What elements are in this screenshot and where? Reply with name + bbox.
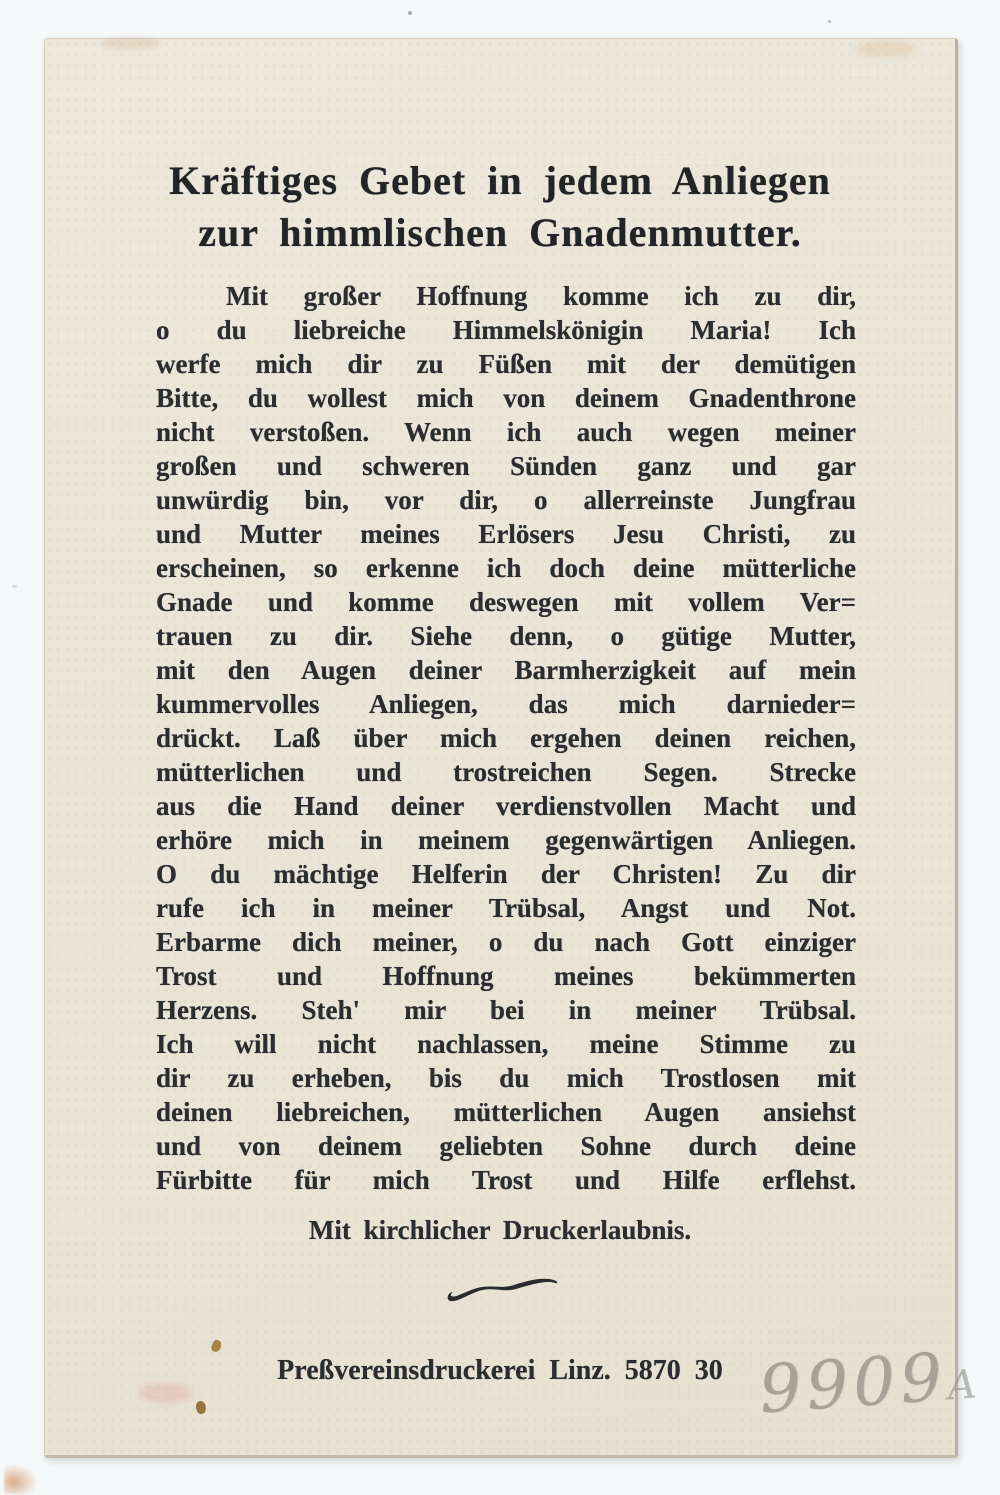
tailpiece-flourish-icon <box>444 1274 562 1304</box>
dust-speck <box>12 585 17 588</box>
pencil-suffix: A <box>945 1361 978 1410</box>
prayer-line: dir zu erheben, bis du mich Trostlosen mit <box>156 1063 856 1093</box>
dust-speck <box>828 20 831 23</box>
page-title <box>45 155 955 259</box>
corner-stain <box>4 1464 38 1494</box>
dust-speck <box>408 11 412 15</box>
prayer-line: trauen zu dir. Siehe denn, o gütige Mutter, <box>156 621 856 651</box>
prayer-line: Bitte, du wollest mich von deinem Gnadenthrone <box>156 383 856 413</box>
prayer-line: Gnade und komme deswegen mit vollem Ver= <box>156 587 856 617</box>
title-line-1: Kräftiges Gebet in jedem Anliegen <box>169 158 831 203</box>
stain <box>210 1339 223 1354</box>
prayer-line: großen und schweren Sünden ganz und gar <box>156 451 856 481</box>
prayer-card <box>44 38 978 1458</box>
pencil-number: 9909 <box>756 1338 950 1429</box>
prayer-line: und von deinem geliebten Sohne durch deine <box>156 1131 856 1161</box>
prayer-line: unwürdig bin, vor dir, o allerreinste Jungfrau <box>156 485 856 515</box>
prayer-line: drückt. Laß über mich ergehen deinen reichen, <box>156 723 856 753</box>
prayer-line: rufe ich in meiner Trübsal, Angst und Not. <box>156 893 856 923</box>
prayer-line: Trost und Hoffnung meines bekümmerten <box>156 961 856 991</box>
prayer-line: mit den Augen deiner Barmherzigkeit auf mein <box>156 655 856 685</box>
prayer-line: Herzens. Steh' mir bei in meiner Trübsal. <box>156 995 856 1025</box>
pencil-annotation <box>757 1337 979 1429</box>
prayer-line: erscheinen, so erkenne ich doch deine mütterliche <box>156 553 856 583</box>
prayer-line: Ich will nicht nachlassen, meine Stimme zu <box>156 1029 856 1059</box>
prayer-line: kummervolles Anliegen, das mich darnieder= <box>156 689 856 719</box>
imprimatur-note: Mit kirchlicher Druckerlaubnis. <box>308 1215 692 1245</box>
title-line-2: zur himmlischen Gnadenmutter. <box>198 210 802 255</box>
stain <box>856 41 916 57</box>
prayer-line: Fürbitte für mich Trost und Hilfe erflehst. <box>156 1165 856 1195</box>
prayer-line: mütterlichen und trostreichen Segen. Strecke <box>156 757 856 787</box>
prayer-line: deinen liebreichen, mütterlichen Augen ansiehst <box>156 1097 856 1127</box>
prayer-line: nicht verstoßen. Wenn ich auch wegen meiner <box>156 417 856 447</box>
prayer-line: und Mutter meines Erlösers Jesu Christi, zu <box>156 519 856 549</box>
prayer-line: werfe mich dir zu Füßen mit der demütigen <box>156 349 856 379</box>
prayer-line: O du mächtige Helferin der Christen! Zu dir <box>156 859 856 889</box>
prayer-line: Mit großer Hoffnung komme ich zu dir, <box>226 281 856 311</box>
prayer-line: aus die Hand deiner verdienstvollen Macht und <box>156 791 856 821</box>
prayer-text <box>156 279 856 1197</box>
prayer-line: o du liebreiche Himmelskönigin Maria! Ich <box>156 315 856 345</box>
prayer-line: Erbarme dich meiner, o du nach Gott einziger <box>156 927 856 957</box>
printer-imprint: Preßvereinsdruckerei Linz. 5870 30 <box>277 1355 723 1386</box>
prayer-line: erhöre mich in meinem gegenwärtigen Anliegen. <box>156 825 856 855</box>
stain <box>101 37 159 49</box>
stain <box>194 1400 208 1415</box>
